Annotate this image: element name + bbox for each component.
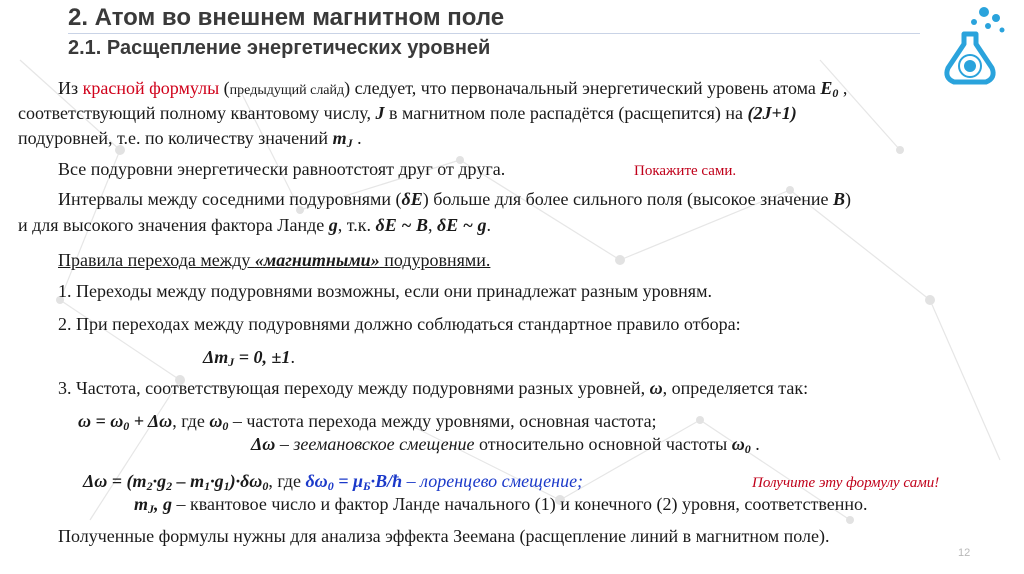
slide-title: 2. Атом во внешнем магнитном поле [68,4,505,31]
paragraph-1-line-3: подуровней, т.е. по количеству значений $m_J$ . [18,128,362,150]
slide-subtitle: 2.1. Расщепление энергетических уровней [68,37,491,59]
formula-delta-omega: $\Delta\omega = (m_2\cdot g_2 - m_1\cdot g_1)\cdot\delta\omega_0$, где $\delta\omega_0$ = $\mu_Б\cdot B/ħ$ – лоренцево смещение; [83,471,584,493]
atom-flask-logo [924,4,1016,96]
paragraph-1-line-1: Из красной формулы (предыдущий слайд) следует, что первоначальный энергетический уровень атома $E_0$ , [58,78,848,100]
conclusion: Полученные формулы нужны для анализа эффекта Зеемана (расщепление линий в магнитном поле). [58,526,830,546]
paragraph-1-line-2: соответствующий полному квантовому числу, J в магнитном поле распадётся (расщепится) на (2J+1) [18,103,797,123]
page-number: 12 [958,547,971,559]
rule-1: 1. Переходы между подуровнями возможны, если они принадлежат разным уровням. [58,281,712,301]
title-divider [68,33,920,34]
paragraph-3-line-2: и для высокого значения фактора Ланде g, т.к. δE ~ B, δE ~ g. [18,215,492,235]
rules-heading: Правила перехода между «магнитными» подуровнями. [58,250,491,270]
selection-rule: $\Delta m_J = 0$, ±1. [203,347,295,369]
exercise-note-1: Покажите сами. [634,163,737,179]
formula-omega: $\omega = \omega_0 + \Delta\omega$, где $\omega_0$ – частота перехода между уровнями, основная частота; [78,411,657,433]
formula-zeeman-shift: Δω – зеемановское смещение относительно основной частоты $\omega_0$ . [251,434,760,456]
rule-3: 3. Частота, соответствующая переходу между подуровнями разных уровней, ω, определяется так: [58,378,809,398]
red-formula-ref: красной формулы [82,78,220,98]
rule-2: 2. При переходах между подуровнями должно соблюдаться стандартное правило отбора: [58,314,741,334]
paragraph-2: Все подуровни энергетически равноотстоят друг от друга. [58,159,506,179]
paragraph-3-line-1: Интервалы между соседними подуровнями (δE) больше для более сильного поля (высокое значение B) [58,189,851,209]
formula-legend: $m_J$, g – квантовое число и фактор Ланде начального (1) и конечного (2) уровня, соответственно. [134,494,868,516]
exercise-note-2: Получите эту формулу сами! [752,475,940,491]
